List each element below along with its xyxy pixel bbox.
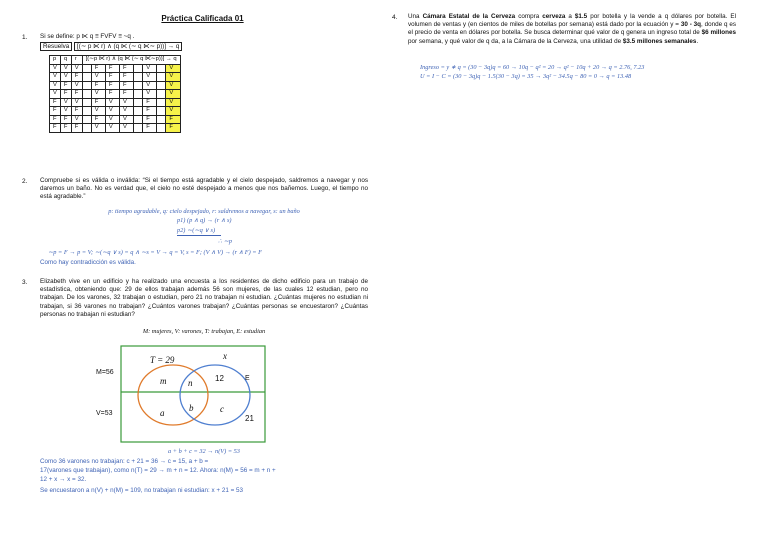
q4-text-b: compra	[515, 13, 543, 20]
truth-table-row	[50, 81, 181, 90]
header-r: r	[71, 56, 82, 65]
truth-table-cell: F	[71, 124, 82, 133]
truth-table-cell	[157, 107, 166, 116]
truth-table-cell: V	[166, 107, 180, 116]
q4-text-f: por semana, y qué valor de q da, a la Cámara de la Cerveza, una utilidad de	[408, 37, 623, 45]
truth-table-cell: F	[143, 107, 157, 116]
truth-table-cell: F	[91, 98, 105, 107]
truth-table-row	[50, 98, 181, 107]
header-p: p	[50, 56, 61, 65]
truth-table-cell: F	[166, 115, 180, 124]
truth-table-cell: V	[105, 124, 119, 133]
truth-table-cell	[82, 81, 91, 90]
truth-table-cell: F	[60, 115, 71, 124]
truth-table-cell: F	[91, 64, 105, 73]
header-expression: [(∼p ⋉ r) ∧ (q ⋉ (∼ q ⋉∼p))] → q	[82, 56, 180, 65]
truth-table-row	[50, 107, 181, 116]
truth-table-cell: V	[105, 107, 119, 116]
truth-table-cell	[82, 107, 91, 116]
truth-table-cell: V	[105, 98, 119, 107]
truth-table-cell: V	[166, 81, 180, 90]
truth-table-cell: F	[71, 73, 82, 82]
truth-table-cell: F	[60, 81, 71, 90]
truth-table-cell: F	[119, 81, 133, 90]
truth-table-cell: V	[71, 64, 82, 73]
truth-table-cell: F	[50, 107, 61, 116]
truth-table-cell	[134, 107, 143, 116]
truth-table-cell: F	[143, 98, 157, 107]
q4-text-e: , donde q es el precio de venta en dólares por botella. Se busca determinar qué valor de q genera un ingreso total de	[408, 21, 736, 37]
truth-table-cell: F	[60, 124, 71, 133]
q3-final: Se encuestaron a n(V) + n(M) = 109, no trabajan ni estudian: x + 21 = 53	[40, 487, 244, 494]
truth-table-cell	[134, 124, 143, 133]
truth-table-cell: V	[105, 115, 119, 124]
truth-table-cell: V	[60, 73, 71, 82]
q4-bold-camara: Cámara Estatal de la Cerveza	[422, 13, 516, 20]
q3-como-line-1: Como 36 varones no trabajan: c + 21 = 36 → c = 15, a + b =	[40, 458, 209, 465]
truth-table-cell	[157, 64, 166, 73]
truth-table-cell: V	[50, 73, 61, 82]
q4-bold-volume: 30 - 3q	[680, 21, 701, 29]
venn-12: 12	[215, 374, 224, 383]
truth-table-cell: V	[71, 81, 82, 90]
q3-number: 3.	[22, 279, 28, 286]
venn-m: m	[160, 376, 167, 386]
q4-text-g: .	[696, 37, 699, 45]
truth-table-cell: F	[50, 115, 61, 124]
truth-table-cell	[134, 64, 143, 73]
q2-result: Como hay contradicción es válida.	[40, 259, 136, 266]
truth-table-cell: V	[71, 115, 82, 124]
truth-table-cell: V	[119, 98, 133, 107]
truth-table-cell: F	[119, 73, 133, 82]
truth-table-cell: V	[50, 64, 61, 73]
truth-table-cell	[134, 90, 143, 99]
q2-text: Compruebe si es válida o inválida: “Si el tiempo está agradable y el cielo despejado, saldremos a navegar y nos daremos un baño. No es verdad que, el cielo no esté despejado a menos que nos bañemos. Luego, el tiempo no está agradable.”	[40, 177, 368, 201]
truth-table-cell	[82, 98, 91, 107]
truth-table-cell: V	[50, 81, 61, 90]
venn-21: 21	[245, 414, 254, 423]
q3-como-line-2: 17(varones que trabajan), como n(T) = 29 → m + n = 12. Ahora: n(M) = 56 = m + n +	[40, 467, 276, 474]
venn-b: b	[189, 403, 194, 413]
venn-a: a	[160, 408, 165, 418]
truth-table-cell	[134, 98, 143, 107]
truth-table-cell: V	[143, 73, 157, 82]
truth-table-cell	[157, 81, 166, 90]
q4-text-d: por botella y la vende a q dólares por botella. El volumen de ventas y (en cientos de miles de botellas por semana) está dado por la ecuación y =	[408, 13, 736, 29]
q4-bold-income: $6 millones	[701, 29, 736, 37]
truth-table-cell: V	[91, 124, 105, 133]
q4-bold-profit: $3.5 millones semanales	[622, 37, 697, 45]
truth-table-row	[50, 124, 181, 133]
truth-table-cell: F	[91, 115, 105, 124]
q3-eq1: a + b + c = 32 → n(V) = 53	[168, 448, 240, 455]
q1-resuelva	[40, 43, 182, 51]
truth-table-cell: V	[119, 107, 133, 116]
venn-circle-t	[138, 365, 208, 425]
header-q: q	[60, 56, 71, 65]
truth-table-cell: V	[60, 98, 71, 107]
q4-eq-ingreso: Ingreso = y ∗ q = (30 − 3q)q = 60 → 10q − q² = 20 → q² − 10q + 20 → q = 2.76, 7.23	[420, 64, 645, 71]
venn-c: c	[220, 404, 224, 414]
truth-table-cell: V	[91, 107, 105, 116]
truth-table-cell: V	[166, 90, 180, 99]
truth-table-cell: F	[105, 90, 119, 99]
truth-table-cell: F	[50, 124, 61, 133]
truth-table-cell: V	[60, 64, 71, 73]
venn-label-v: V=53	[96, 410, 113, 417]
truth-table	[49, 55, 181, 133]
venn-label-m: M=56	[96, 369, 114, 376]
truth-table-cell	[82, 124, 91, 133]
q4-eq-utilidad: U = I − C = (30 − 3q)q − 1.5(30 − 3q) = 35 → 3q² − 34.5q − 80 = 0 → q = 13.48	[420, 73, 632, 80]
page-title: Práctica Calificada 01	[161, 14, 244, 23]
q1-definition: Si se define: p ⋉ q ≡ FVFV ≡ ~q .	[40, 33, 135, 40]
truth-table-cell: F	[50, 98, 61, 107]
resuelva-label: Resuelva	[40, 42, 72, 51]
truth-table-cell: V	[119, 124, 133, 133]
truth-table-cell: F	[105, 81, 119, 90]
truth-table-cell	[157, 115, 166, 124]
q4-text-c: a	[565, 13, 575, 20]
truth-table-cell: V	[143, 81, 157, 90]
truth-table-cell: F	[105, 64, 119, 73]
truth-table-cell: F	[71, 90, 82, 99]
truth-table-row	[50, 115, 181, 124]
truth-table-cell: V	[91, 73, 105, 82]
truth-table-cell: F	[119, 90, 133, 99]
venn-diagram	[120, 345, 266, 443]
venn-universe-rect	[121, 346, 265, 442]
truth-table-cell	[82, 64, 91, 73]
q4-bold-cerveza: cerveza	[542, 13, 566, 20]
truth-table-cell	[157, 98, 166, 107]
truth-table-cell: V	[166, 98, 180, 107]
truth-table-row	[50, 64, 181, 73]
truth-table-cell	[157, 90, 166, 99]
q2-solution-line: ∼p = F → p = V; ∼(∼q ∨ s) = q ∧ ∼s = V → q = V, s = F; (V ∧ V) → (r ∧ F) = F	[48, 249, 262, 256]
truth-table-cell: F	[60, 90, 71, 99]
truth-table-row	[50, 73, 181, 82]
q4-text-a: Una	[408, 13, 423, 20]
q2-vars: p: tiempo agradable, q: cielo despejado, r: saldremos a navegar, s: un baño	[108, 208, 300, 215]
truth-table-cell	[82, 73, 91, 82]
truth-table-cell: V	[143, 90, 157, 99]
truth-table-cell: F	[143, 115, 157, 124]
truth-table-cell	[134, 81, 143, 90]
truth-table-cell: F	[143, 124, 157, 133]
truth-table-cell: V	[166, 64, 180, 73]
venn-n: n	[188, 378, 193, 388]
truth-table-cell: F	[166, 124, 180, 133]
truth-table-cell: V	[50, 90, 61, 99]
truth-table-cell: F	[91, 81, 105, 90]
truth-table-cell: F	[71, 107, 82, 116]
truth-table-header	[50, 56, 181, 65]
truth-table-cell: V	[166, 73, 180, 82]
venn-x: x	[223, 351, 227, 361]
truth-table-cell: F	[105, 73, 119, 82]
q2-premise-2: p2) ∼(∼q ∨ s)	[177, 227, 221, 236]
truth-table-cell	[157, 124, 166, 133]
q3-text: Elizabeth vive en un edificio y ha realizado una encuesta a los residentes de dicho edificio para un trabajo de estadística, obteniendo que: 29 de ellos trabajan además 56 son mujeres, de las cuales 12 estudian, pero no trabajan. De los varones, 32 trabajan o estudian, pero 21 no trabajan ni estudian. ¿Cuántas mujeres no estudian ni trabajan, si 36 varones no trabajan? ¿Cuántos varones trabajan? ¿Cuántas personas se encuestaron? ¿Cuántas personas no trabajan ni estudian?	[40, 278, 368, 318]
q4-bold-price: $1.5	[574, 13, 588, 20]
q3-como-line-3: 12 + x → x = 32.	[40, 476, 87, 483]
q3-legend: M: mujeres, V: varones, T: trabajan, E: estudian	[142, 328, 266, 335]
q2-conclusion: ∴ ∼p	[218, 238, 233, 245]
q2-premise-1: p1) (p ∧ q) → (r ∧ s)	[177, 217, 232, 224]
q4-text	[408, 13, 736, 46]
truth-table-cell	[157, 73, 166, 82]
truth-table-row	[50, 90, 181, 99]
venn-e-label: E	[245, 375, 250, 382]
truth-table-cell: V	[91, 90, 105, 99]
truth-table-cell: F	[119, 64, 133, 73]
q2-number: 2.	[22, 178, 28, 185]
truth-table-cell	[82, 115, 91, 124]
q4-number: 4.	[392, 14, 398, 21]
truth-table-cell: V	[143, 64, 157, 73]
truth-table-cell	[134, 115, 143, 124]
venn-t-label: T = 29	[150, 355, 175, 365]
q1-number: 1.	[22, 34, 28, 41]
q1-expression: [(∼ p ⋉ r) ∧ (q ⋉ (∼ q ⋉∼ p))] → q	[74, 42, 182, 51]
truth-table-cell: V	[119, 115, 133, 124]
truth-table-cell: V	[60, 107, 71, 116]
truth-table-cell	[134, 73, 143, 82]
truth-table-cell	[82, 90, 91, 99]
truth-table-cell: V	[71, 98, 82, 107]
